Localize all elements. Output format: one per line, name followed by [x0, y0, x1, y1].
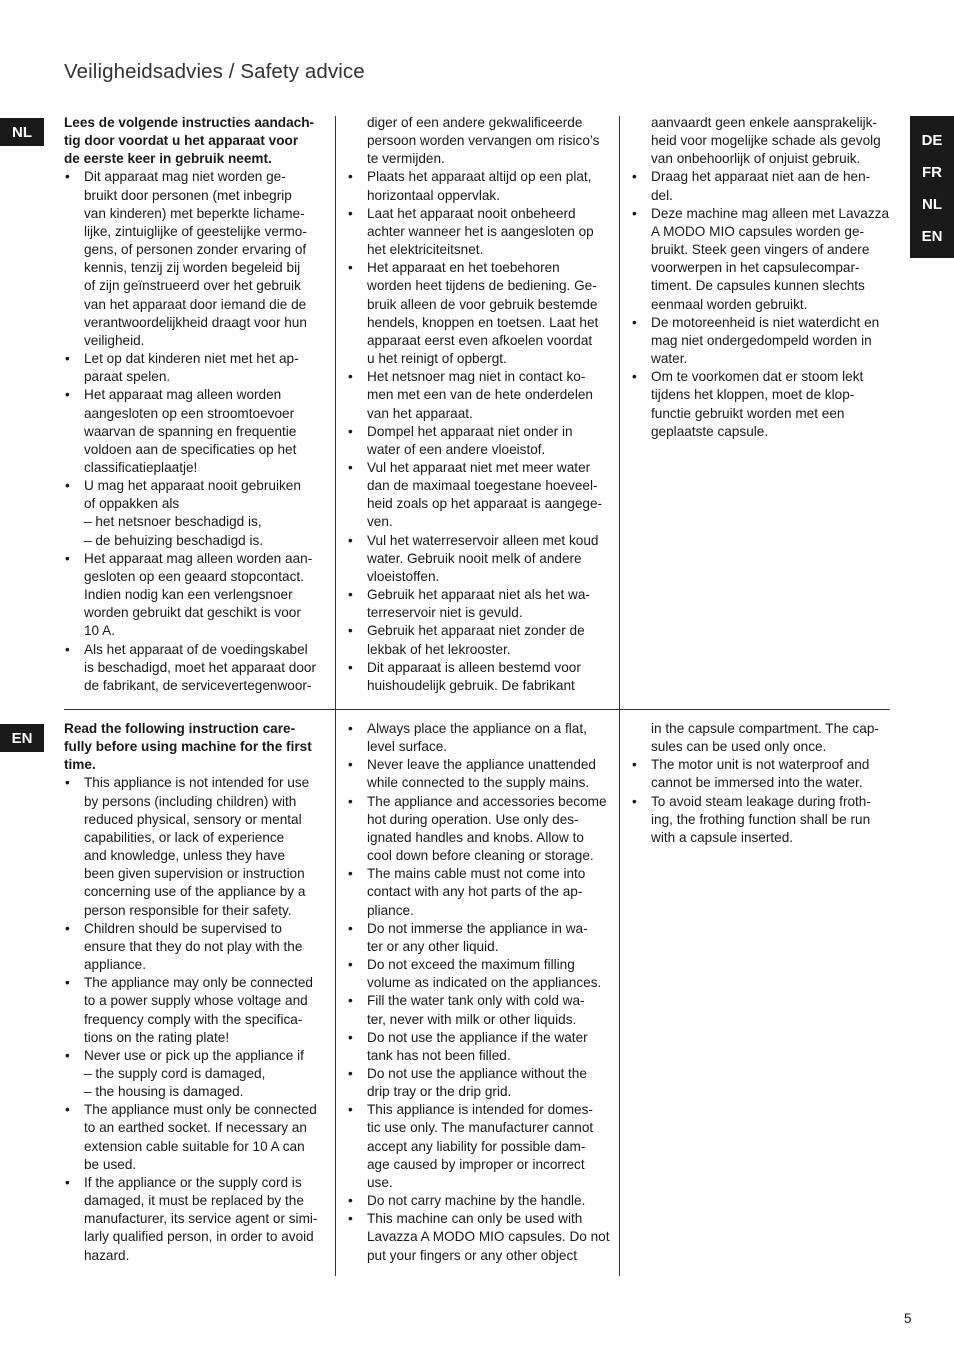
list-item: • Vul het waterreservoir alleen met koud water. Gebruik nooit melk of andere vloeistoffen.: [347, 532, 613, 586]
nl-list-3: [631, 114, 895, 441]
list-item: • Gebruik het apparaat niet als het wa- terreservoir niet is gevuld.: [347, 586, 613, 622]
nl-column-2: [347, 114, 613, 695]
list-item: • De motoreenheid is niet waterdicht en mag niet ondergedompeld worden in water.: [631, 314, 895, 368]
language-tabs: [910, 116, 954, 258]
list-item: • Laat het apparaat nooit onbeheerd achter wanneer het is aangesloten op het elektriciteitsnet.: [347, 205, 613, 259]
en-list-3: [631, 720, 895, 847]
list-item: • This appliance is intended for domes- tic use only. The manufacturer cannot accept any liability for possible dam- age caused by improper or incorrect use.: [347, 1101, 613, 1192]
nl-list-1: [64, 168, 336, 695]
list-item: • Dit apparaat mag niet worden ge- bruikt door personen (met inbegrip van kinderen) met beperkte lichame- lijke, zintuiglijke of geestelijke vermo- gens, of personen zonder ervaring of kennis, tenzij zij worden begeleid bij of zijn geïnstrueerd over het gebruik van het apparaat door iemand die de verantwoordelijkheid draagt voor hun veiligheid.: [64, 168, 336, 350]
list-item: • Do not exceed the maximum filling volume as indicated on the appliances.: [347, 956, 613, 992]
list-item: • Dompel het apparaat niet onder in water of een andere vloeistof.: [347, 423, 613, 459]
list-item: • Plaats het apparaat altijd op een plat, horizontaal oppervlak.: [347, 168, 613, 204]
column-divider: [619, 710, 620, 1276]
list-item: • Do not immerse the appliance in wa- ter or any other liquid.: [347, 920, 613, 956]
list-item-continuation: aanvaardt geen enkele aansprakelijk- heid voor mogelijke schade als gevolg van onbehoorlijk of onjuist gebruik.: [651, 115, 881, 167]
list-item: • Vul het apparaat niet met meer water dan de maximaal toegestane hoeveel- heid zoals op het apparaat is aangege- ven.: [347, 459, 613, 532]
list-item: • U mag het apparaat nooit gebruiken of oppakken als – het netsnoer beschadigd is, – de behuizing beschadigd is.: [64, 477, 336, 550]
list-item: • This machine can only be used with Lavazza A MODO MIO capsules. Do not put your fingers or any other object: [347, 1210, 613, 1264]
page-title: Veiligheidsadvies / Safety advice: [64, 60, 365, 83]
list-item: • The mains cable must not come into contact with any hot parts of the ap- pliance.: [347, 865, 613, 919]
list-item: • Draag het apparaat niet aan de hen- del.: [631, 168, 895, 204]
list-item: • Het apparaat mag alleen worden aangesloten op een stroomtoevoer waarvan de spanning en frequentie voldoen aan de specificaties op het classificatieplaatje!: [64, 386, 336, 477]
list-item: • Fill the water tank only with cold wa- ter, never with milk or other liquids.: [347, 992, 613, 1028]
list-item: • Als het apparaat of de voedingskabel is beschadigd, moet het apparaat door de fabrikant, de servicevertegenwoor-: [64, 641, 336, 695]
en-column-2: [347, 720, 613, 1265]
list-item: • Let op dat kinderen niet met het ap- paraat spelen.: [64, 350, 336, 386]
en-column-3: [631, 720, 895, 847]
tab-fr[interactable]: FR: [922, 163, 942, 181]
list-item-continuation: diger of een andere gekwalificeerde persoon worden vervangen om risico’s te vermijden.: [367, 115, 600, 167]
list-item: • Het apparaat mag alleen worden aan- gesloten op een geaard stopcontact. Indien nodig kan een verlengsnoer worden gebruikt dat geschikt is voor 10 A.: [64, 550, 336, 641]
list-item: • The appliance must only be connected to an earthed socket. If necessary an extension cable suitable for 10 A can be used.: [64, 1101, 336, 1174]
nl-intro: Lees de volgende instructies aandach- tig door voordat u het apparaat voor de eerste keer in gebruik neemt.: [64, 115, 315, 167]
list-item: • To avoid steam leakage during froth- ing, the frothing function shall be run with a capsule inserted.: [631, 793, 895, 847]
list-item: • The motor unit is not waterproof and cannot be immersed into the water.: [631, 756, 895, 792]
en-list-1: [64, 774, 336, 1264]
list-item: • The appliance may only be connected to a power supply whose voltage and frequency comply with the specifica- tions on the rating plate!: [64, 974, 336, 1047]
column-divider: [619, 116, 620, 710]
column-divider: [335, 710, 336, 1276]
list-item: • Do not carry machine by the handle.: [347, 1192, 613, 1210]
list-item-continuation: in the capsule compartment. The cap- sules can be used only once.: [651, 721, 879, 755]
list-item: • Children should be supervised to ensure that they do not play with the appliance.: [64, 920, 336, 974]
nl-column-3: [631, 114, 895, 441]
tab-de[interactable]: DE: [921, 131, 943, 149]
en-intro: Read the following instruction care- fully before using machine for the first time.: [64, 721, 312, 773]
list-item: • Het apparaat en het toebehoren worden heet tijdens de bediening. Ge- bruik alleen de voor gebruik bestemde hendels, knoppen en toetsen. Laat het apparaat eerst even afkoelen voordat u het reinigt of opbergt.: [347, 259, 613, 368]
list-item: • Dit apparaat is alleen bestemd voor huishoudelijk gebruik. De fabrikant: [347, 659, 613, 695]
tab-en[interactable]: EN: [921, 227, 943, 245]
list-item: • Never leave the appliance unattended while connected to the supply mains.: [347, 756, 613, 792]
list-item: • Do not use the appliance without the drip tray or the drip grid.: [347, 1065, 613, 1101]
list-item: • Om te voorkomen dat er stoom lekt tijdens het kloppen, moet de klop- functie gebruikt worden met een geplaatste capsule.: [631, 368, 895, 441]
list-item: • Always place the appliance on a flat, level surface.: [347, 720, 613, 756]
list-item: • The appliance and accessories become hot during operation. Use only des- ignated handles and knobs. Allow to cool down before cleaning or storage.: [347, 793, 613, 866]
list-item: • Do not use the appliance if the water tank has not been filled.: [347, 1029, 613, 1065]
nl-list-2: [347, 114, 613, 695]
language-tag-nl: NL: [0, 118, 44, 146]
list-item: • Never use or pick up the appliance if – the supply cord is damaged, – the housing is damaged.: [64, 1047, 336, 1101]
list-item: • This appliance is not intended for use by persons (including children) with reduced physical, sensory or mental capabilities, or lack of experience and knowledge, unless they have been given supervision or instruction concerning use of the appliance by a person responsible for their safety.: [64, 774, 336, 919]
en-list-2: [347, 720, 613, 1265]
list-item: • Gebruik het apparaat niet zonder de lekbak of het lekrooster.: [347, 622, 613, 658]
tab-nl[interactable]: NL: [922, 195, 942, 213]
nl-column-1: [64, 114, 336, 695]
language-tag-en: EN: [0, 724, 44, 752]
column-divider: [335, 116, 336, 710]
section-divider: [64, 709, 890, 710]
en-column-1: [64, 720, 336, 1265]
list-item: • If the appliance or the supply cord is damaged, it must be replaced by the manufacturer, its service agent or simi- larly qualified person, in order to avoid hazard.: [64, 1174, 336, 1265]
list-item: • Deze machine mag alleen met Lavazza A MODO MIO capsules worden ge- bruikt. Steek geen vingers of andere voorwerpen in het capsulecompar- timent. De capsules kunnen slechts eenmaal worden gebruikt.: [631, 205, 895, 314]
page-number: 5: [904, 1311, 912, 1326]
list-item: • Het netsnoer mag niet in contact ko- men met een van de hete onderdelen van het apparaat.: [347, 368, 613, 422]
